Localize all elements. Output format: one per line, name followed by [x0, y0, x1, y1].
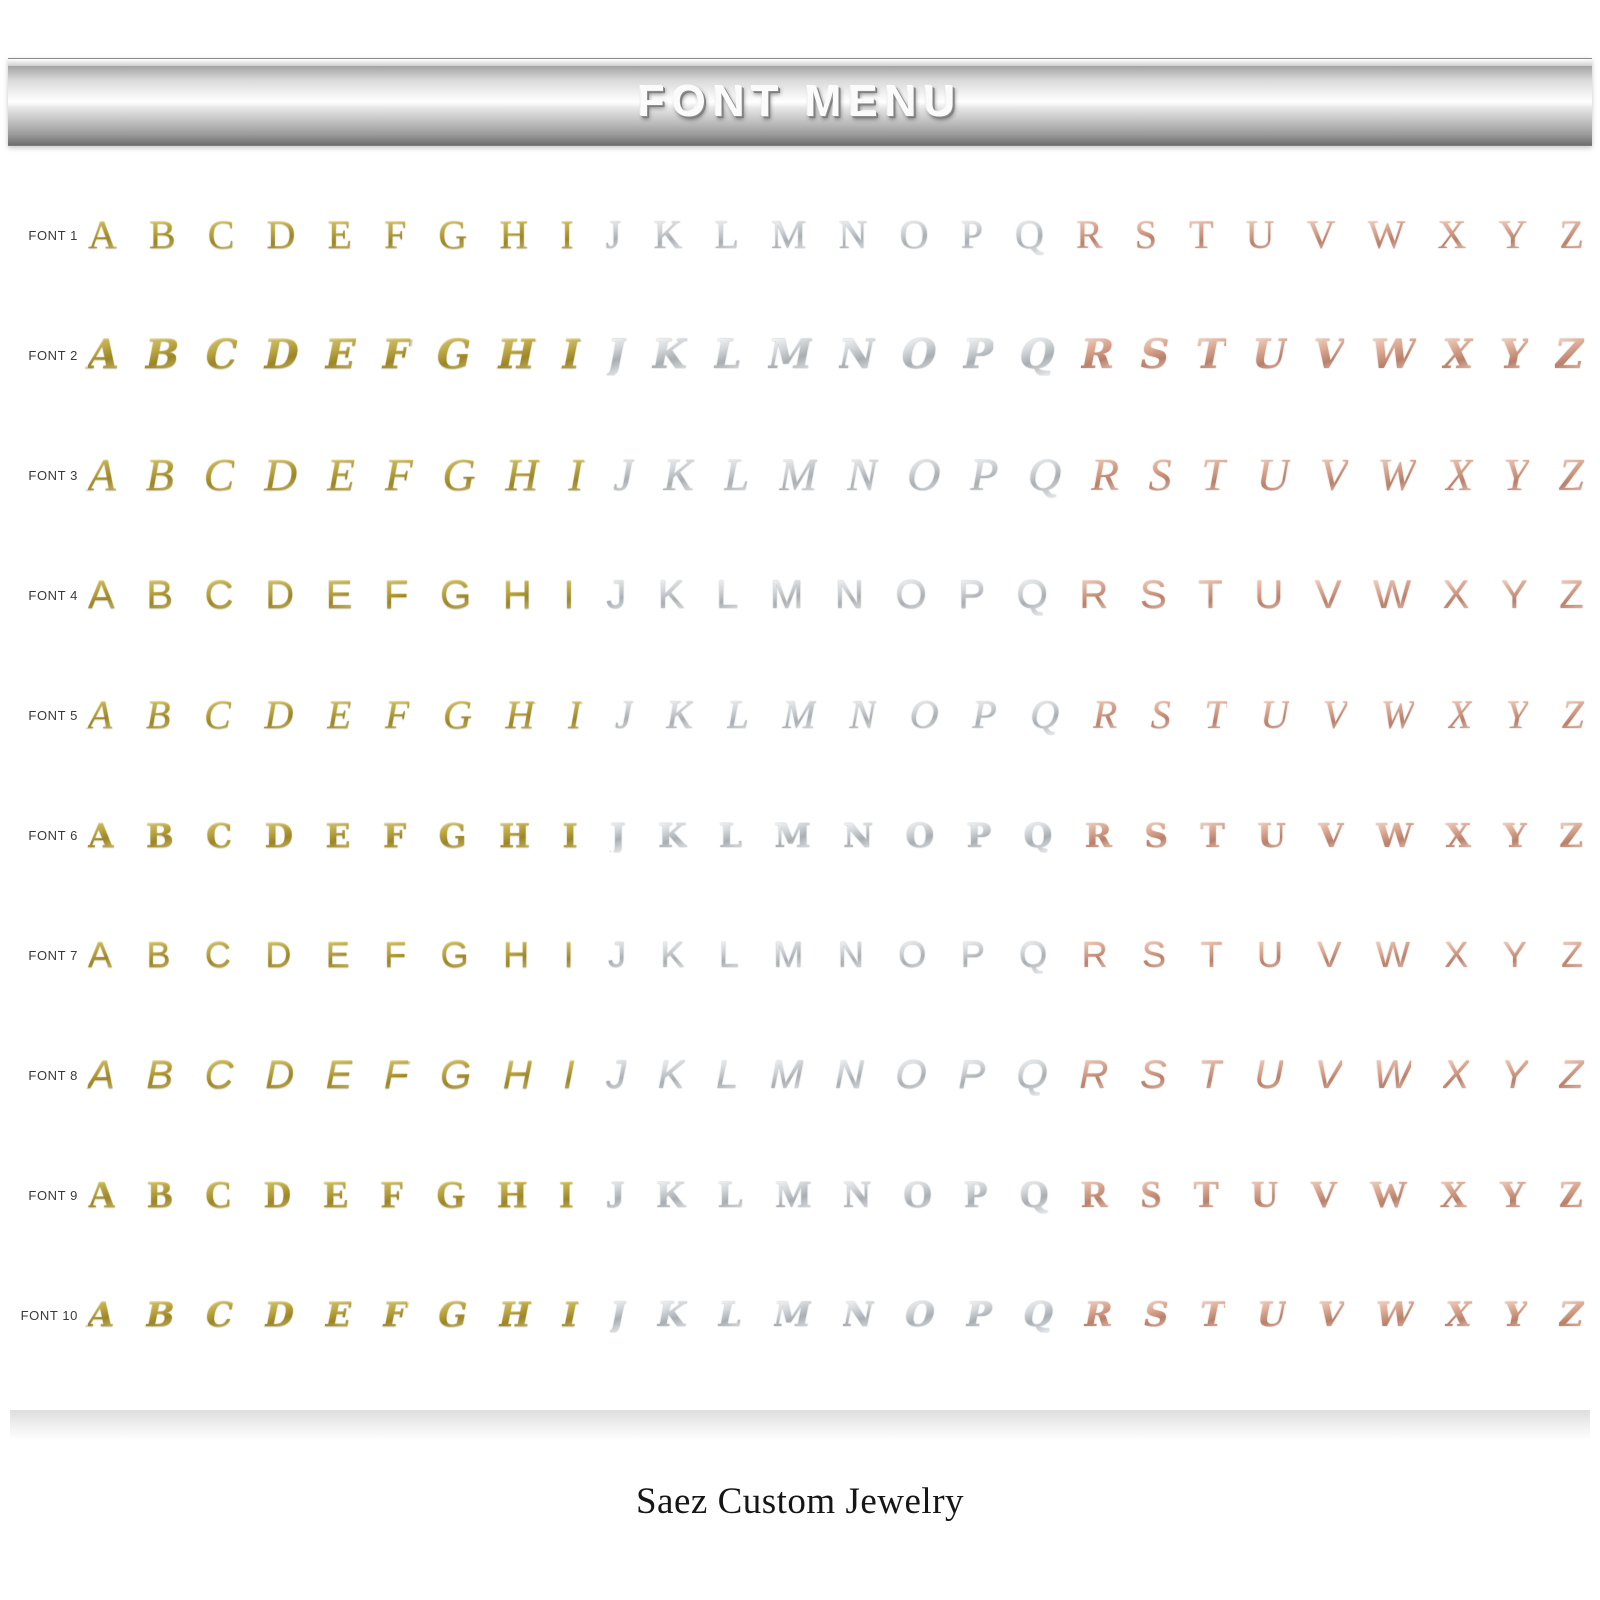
letter-glyph[interactable]: I	[559, 1174, 574, 1216]
letter-glyph[interactable]: C	[207, 212, 235, 257]
alphabet-strip	[88, 1055, 1600, 1095]
letter-glyph[interactable]: Q	[1019, 934, 1048, 975]
letter-glyph[interactable]: K	[653, 212, 683, 257]
letter-glyph[interactable]: E	[326, 449, 355, 500]
letter-glyph[interactable]: C	[204, 573, 234, 617]
alphabet-strip	[88, 815, 1600, 855]
letter-glyph[interactable]: P	[963, 331, 994, 378]
letter-glyph[interactable]: T	[1204, 692, 1227, 737]
letter-glyph[interactable]: O	[902, 1174, 933, 1216]
alphabet-strip	[88, 1176, 1600, 1214]
font-row[interactable]	[0, 655, 1600, 775]
letter-glyph[interactable]: K	[657, 1295, 687, 1335]
alphabet-strip	[88, 449, 1600, 500]
letter-glyph[interactable]: Y	[1499, 331, 1529, 378]
letter-glyph[interactable]: A	[88, 815, 115, 855]
font-row-label: FONT 9	[28, 1187, 78, 1203]
letter-glyph[interactable]: O	[898, 934, 927, 975]
letter-glyph[interactable]: R	[1084, 1295, 1113, 1335]
letter-glyph[interactable]: T	[1198, 1053, 1223, 1097]
letter-glyph[interactable]: P	[960, 212, 983, 257]
letter-glyph[interactable]: C	[205, 331, 238, 378]
letter-glyph[interactable]: Q	[1016, 573, 1048, 617]
letter-glyph[interactable]: G	[436, 1174, 466, 1216]
letter-glyph[interactable]: U	[1254, 1053, 1284, 1097]
letter-glyph[interactable]: A	[88, 692, 113, 737]
letter-glyph[interactable]: O	[899, 212, 929, 257]
letter-glyph[interactable]: A	[88, 573, 115, 617]
letter-glyph[interactable]: J	[614, 692, 633, 737]
letter-glyph[interactable]: U	[1256, 934, 1284, 975]
letter-glyph[interactable]: E	[325, 573, 353, 617]
letter-glyph[interactable]: H	[502, 573, 532, 617]
letter-glyph[interactable]: F	[384, 449, 413, 500]
letter-glyph[interactable]: R	[1081, 1174, 1109, 1216]
letter-glyph[interactable]: G	[438, 1295, 468, 1335]
letter-glyph[interactable]: J	[606, 331, 626, 378]
letter-glyph[interactable]: S	[1140, 1174, 1162, 1216]
letter-glyph[interactable]: C	[206, 1295, 234, 1335]
letter-glyph[interactable]: U	[1252, 331, 1287, 378]
letter-glyph[interactable]: Y	[1503, 449, 1529, 500]
letter-glyph[interactable]: O	[905, 1295, 935, 1335]
letter-glyph[interactable]: Q	[1016, 1053, 1048, 1097]
letter-glyph[interactable]: F	[380, 1174, 405, 1216]
letter-glyph[interactable]: D	[265, 1053, 295, 1097]
letter-glyph[interactable]: N	[838, 212, 868, 257]
letter-glyph[interactable]: Z	[1559, 212, 1584, 257]
font-row-label: FONT 4	[28, 587, 78, 603]
letter-glyph[interactable]: S	[1144, 1295, 1169, 1335]
letter-glyph[interactable]: U	[1245, 212, 1275, 257]
letter-glyph[interactable]: D	[264, 331, 299, 378]
letter-glyph[interactable]: S	[1142, 934, 1167, 975]
letter-glyph[interactable]: W	[1369, 1174, 1408, 1216]
letter-glyph[interactable]: Y	[1499, 1174, 1527, 1216]
letter-glyph[interactable]: I	[563, 934, 575, 975]
letter-glyph[interactable]: D	[264, 1174, 292, 1216]
letter-glyph[interactable]: J	[605, 1174, 625, 1216]
letter-glyph[interactable]: F	[384, 573, 409, 617]
letter-glyph[interactable]: A	[88, 1174, 116, 1216]
letter-glyph[interactable]: U	[1254, 573, 1284, 617]
letter-glyph[interactable]: V	[1322, 692, 1348, 737]
letter-glyph[interactable]: U	[1256, 449, 1290, 500]
letter-glyph[interactable]: I	[568, 449, 584, 500]
letter-glyph[interactable]: G	[438, 212, 468, 257]
font-row-label: FONT 10	[20, 1307, 78, 1323]
letter-glyph[interactable]: E	[323, 1174, 349, 1216]
letter-glyph[interactable]: P	[970, 449, 999, 500]
letter-glyph[interactable]: V	[1319, 449, 1348, 500]
letter-glyph[interactable]: E	[327, 212, 352, 257]
letter-glyph[interactable]: J	[608, 934, 627, 975]
letter-glyph[interactable]: X	[1442, 331, 1474, 378]
letter-glyph[interactable]: V	[1314, 1053, 1342, 1097]
letter-glyph[interactable]: B	[145, 449, 174, 500]
letter-glyph[interactable]: F	[382, 1295, 407, 1335]
font-row-label: FONT 7	[28, 947, 78, 963]
letter-glyph[interactable]: E	[326, 692, 352, 737]
letter-glyph[interactable]: J	[605, 212, 622, 257]
letter-glyph[interactable]: V	[1310, 1174, 1338, 1216]
letter-glyph[interactable]: S	[1148, 449, 1172, 500]
letter-glyph[interactable]: Q	[1030, 692, 1060, 737]
letter-glyph[interactable]: H	[503, 934, 530, 975]
letter-glyph[interactable]: L	[713, 331, 742, 378]
letter-glyph[interactable]: Z	[1559, 815, 1584, 855]
letter-glyph[interactable]: C	[204, 692, 231, 737]
letter-glyph[interactable]: R	[1084, 815, 1113, 855]
letter-glyph[interactable]: M	[773, 1295, 812, 1335]
header-banner	[8, 58, 1592, 144]
letter-glyph[interactable]: K	[657, 573, 685, 617]
letter-glyph[interactable]: L	[718, 934, 740, 975]
letter-glyph[interactable]: R	[1092, 692, 1118, 737]
alphabet-strip	[88, 1295, 1600, 1335]
letter-glyph[interactable]: L	[714, 212, 739, 257]
letter-glyph[interactable]: T	[1200, 934, 1223, 975]
letter-glyph[interactable]: Z	[1554, 331, 1584, 378]
letter-glyph[interactable]: A	[88, 331, 120, 378]
letter-glyph[interactable]: L	[716, 573, 739, 617]
banner-plate	[8, 58, 1592, 146]
letter-glyph[interactable]: Z	[1558, 1174, 1584, 1216]
letter-glyph[interactable]: C	[203, 449, 235, 500]
letter-glyph[interactable]: W	[1380, 692, 1415, 737]
letter-glyph[interactable]: W	[1375, 1295, 1414, 1335]
letter-glyph[interactable]: F	[382, 331, 411, 378]
letter-glyph[interactable]: C	[204, 1174, 233, 1216]
letter-glyph[interactable]: F	[384, 692, 410, 737]
letter-glyph[interactable]: H	[498, 1295, 531, 1335]
letter-glyph[interactable]: A	[88, 449, 117, 500]
letter-glyph[interactable]: D	[265, 573, 295, 617]
letter-glyph[interactable]: F	[384, 934, 407, 975]
font-row-label: FONT 1	[28, 227, 78, 243]
letter-glyph[interactable]: M	[773, 934, 804, 975]
letter-glyph[interactable]: G	[440, 573, 472, 617]
letter-glyph[interactable]: Y	[1503, 815, 1528, 855]
letter-glyph[interactable]: D	[264, 815, 294, 855]
alphabet-strip	[88, 692, 1600, 737]
letter-glyph[interactable]: T	[1198, 573, 1223, 617]
letter-glyph[interactable]: N	[835, 1053, 864, 1097]
letter-glyph[interactable]: L	[726, 692, 749, 737]
letter-glyph[interactable]: X	[1437, 212, 1467, 257]
letter-glyph[interactable]: T	[1201, 449, 1227, 500]
letter-glyph[interactable]: A	[88, 1295, 115, 1335]
letter-glyph[interactable]: P	[972, 692, 997, 737]
letter-glyph[interactable]: O	[895, 573, 927, 617]
letter-glyph[interactable]: S	[1134, 212, 1157, 257]
letter-glyph[interactable]: Q	[1019, 331, 1055, 378]
letter-glyph[interactable]: S	[1139, 1053, 1167, 1097]
letter-glyph[interactable]: X	[1445, 815, 1472, 855]
letter-glyph[interactable]: L	[716, 1053, 739, 1097]
letter-glyph[interactable]: W	[1375, 934, 1411, 975]
letter-glyph[interactable]: E	[325, 1053, 353, 1097]
letter-glyph[interactable]: Q	[1014, 212, 1044, 257]
letter-glyph[interactable]: H	[498, 815, 531, 855]
letter-glyph[interactable]: Y	[1500, 1053, 1528, 1097]
letter-glyph[interactable]: E	[325, 331, 356, 378]
letter-glyph[interactable]: H	[499, 212, 529, 257]
letter-glyph[interactable]: Y	[1505, 692, 1529, 737]
letter-glyph[interactable]: S	[1144, 815, 1169, 855]
letter-glyph[interactable]: U	[1256, 1295, 1287, 1335]
letter-glyph[interactable]: H	[502, 1053, 532, 1097]
letter-glyph[interactable]: I	[560, 212, 574, 257]
letter-glyph[interactable]: T	[1200, 1295, 1226, 1335]
letter-glyph[interactable]: O	[907, 449, 941, 500]
letter-glyph[interactable]: F	[384, 212, 407, 257]
font-row[interactable]	[0, 1255, 1600, 1375]
letter-glyph[interactable]: U	[1250, 1174, 1279, 1216]
font-row[interactable]	[0, 295, 1600, 415]
letter-glyph[interactable]: N	[849, 692, 877, 737]
letter-glyph[interactable]: C	[204, 1053, 234, 1097]
letter-glyph[interactable]: L	[718, 815, 743, 855]
letter-glyph[interactable]: B	[148, 212, 176, 257]
letter-glyph[interactable]: S	[1150, 692, 1171, 737]
font-rows-container	[0, 175, 1600, 1375]
letter-glyph[interactable]: M	[768, 331, 813, 378]
font-row[interactable]	[0, 175, 1600, 295]
letter-glyph[interactable]: G	[440, 934, 470, 975]
letter-glyph[interactable]: M	[770, 573, 804, 617]
letter-glyph[interactable]: Z	[1558, 1295, 1584, 1335]
letter-glyph[interactable]: Q	[1019, 1174, 1050, 1216]
letter-glyph[interactable]: D	[265, 934, 292, 975]
letter-glyph[interactable]: I	[563, 1053, 575, 1097]
letter-glyph[interactable]: J	[610, 815, 627, 855]
letter-glyph[interactable]: F	[384, 1053, 409, 1097]
letter-glyph[interactable]: W	[1376, 815, 1414, 855]
letter-glyph[interactable]: B	[145, 815, 175, 855]
letter-glyph[interactable]: A	[88, 934, 113, 975]
font-row-label: FONT 6	[28, 827, 78, 843]
letter-glyph[interactable]: D	[266, 212, 296, 257]
font-row[interactable]	[0, 415, 1600, 535]
letter-glyph[interactable]: V	[1306, 212, 1336, 257]
letter-glyph[interactable]: V	[1317, 934, 1342, 975]
letter-glyph[interactable]: M	[774, 815, 812, 855]
letter-glyph[interactable]: V	[1313, 331, 1345, 378]
letter-glyph[interactable]: Z	[1561, 934, 1584, 975]
letter-glyph[interactable]: Z	[1559, 573, 1584, 617]
letter-glyph[interactable]: X	[1445, 449, 1474, 500]
letter-glyph[interactable]: R	[1081, 934, 1109, 975]
letter-glyph[interactable]: M	[770, 1053, 804, 1097]
letter-glyph[interactable]: D	[264, 692, 294, 737]
letter-glyph[interactable]: W	[1370, 331, 1416, 378]
letter-glyph[interactable]: K	[666, 692, 693, 737]
letter-glyph[interactable]: M	[775, 1174, 812, 1216]
letter-glyph[interactable]: K	[660, 934, 685, 975]
letter-glyph[interactable]: B	[146, 934, 171, 975]
letter-glyph[interactable]: C	[206, 815, 233, 855]
letter-glyph[interactable]: K	[652, 331, 688, 378]
letter-glyph[interactable]: R	[1079, 573, 1109, 617]
letter-glyph[interactable]: I	[563, 573, 575, 617]
letter-glyph[interactable]: I	[561, 331, 581, 378]
letter-glyph[interactable]: S	[1139, 573, 1167, 617]
letter-glyph[interactable]: J	[613, 449, 634, 500]
letter-glyph[interactable]: W	[1373, 1053, 1411, 1097]
letter-glyph[interactable]: T	[1193, 1174, 1219, 1216]
letter-glyph[interactable]: K	[663, 449, 694, 500]
letter-glyph[interactable]: I	[562, 1295, 579, 1335]
letter-glyph[interactable]: O	[901, 331, 937, 378]
letter-glyph[interactable]: V	[1317, 1295, 1345, 1335]
alphabet-strip	[88, 934, 1600, 975]
letter-glyph[interactable]: H	[505, 449, 539, 500]
letter-glyph[interactable]: G	[442, 449, 476, 500]
letter-glyph[interactable]: L	[723, 449, 750, 500]
letter-glyph[interactable]: Z	[1559, 1053, 1584, 1097]
letter-glyph[interactable]: W	[1377, 449, 1416, 500]
letter-glyph[interactable]: N	[843, 1174, 871, 1216]
letter-glyph[interactable]: P	[964, 1174, 988, 1216]
letter-glyph[interactable]: X	[1444, 934, 1469, 975]
letter-glyph[interactable]: X	[1442, 1053, 1470, 1097]
letter-glyph[interactable]: S	[1140, 331, 1170, 378]
page-title: FONT MENU	[637, 77, 963, 126]
letter-glyph[interactable]: Q	[1027, 449, 1062, 500]
letter-glyph[interactable]: E	[325, 934, 351, 975]
letter-glyph[interactable]: N	[838, 331, 876, 378]
letter-glyph[interactable]: Z	[1558, 449, 1584, 500]
letter-glyph[interactable]: I	[567, 692, 582, 737]
letter-glyph[interactable]: R	[1075, 212, 1103, 257]
letter-glyph[interactable]: K	[657, 815, 688, 855]
font-row[interactable]	[0, 1015, 1600, 1135]
font-row-label: FONT 8	[28, 1067, 78, 1083]
letter-glyph[interactable]: K	[657, 1053, 685, 1097]
footer	[0, 1480, 1600, 1523]
letter-glyph[interactable]: N	[842, 1295, 874, 1335]
letter-glyph[interactable]: J	[606, 1053, 627, 1097]
letter-glyph[interactable]: L	[718, 1174, 744, 1216]
letter-glyph[interactable]: L	[718, 1295, 743, 1335]
letter-glyph[interactable]: P	[966, 815, 992, 855]
letter-glyph[interactable]: G	[442, 692, 472, 737]
letter-glyph[interactable]: N	[835, 573, 864, 617]
letter-glyph[interactable]: T	[1195, 331, 1226, 378]
letter-glyph[interactable]: P	[960, 934, 986, 975]
letter-glyph[interactable]: D	[263, 449, 298, 500]
letter-glyph[interactable]: R	[1079, 1053, 1109, 1097]
letter-glyph[interactable]: M	[782, 692, 816, 737]
letter-glyph[interactable]: G	[436, 331, 472, 378]
letter-glyph[interactable]: Y	[1500, 573, 1528, 617]
alphabet-strip	[88, 575, 1600, 615]
letter-glyph[interactable]: M	[770, 212, 807, 257]
letter-glyph[interactable]: W	[1367, 212, 1406, 257]
letter-glyph[interactable]: P	[966, 1295, 992, 1335]
letter-glyph[interactable]: R	[1080, 331, 1115, 378]
plate-bottom-shadow	[10, 1410, 1590, 1440]
font-row[interactable]	[0, 1135, 1600, 1255]
font-row[interactable]	[0, 775, 1600, 895]
letter-glyph[interactable]: A	[88, 212, 117, 257]
font-row[interactable]	[0, 535, 1600, 655]
letter-glyph[interactable]: E	[325, 815, 352, 855]
letter-glyph[interactable]: F	[382, 815, 407, 855]
letter-glyph[interactable]: K	[656, 1174, 687, 1216]
letter-glyph[interactable]: Y	[1503, 1295, 1528, 1335]
letter-glyph[interactable]: G	[440, 1053, 472, 1097]
letter-glyph[interactable]: E	[325, 1295, 352, 1335]
letter-glyph[interactable]: X	[1442, 573, 1470, 617]
letter-glyph[interactable]: G	[438, 815, 468, 855]
letter-glyph[interactable]: B	[146, 1053, 174, 1097]
letter-glyph[interactable]: U	[1257, 815, 1287, 855]
letter-glyph[interactable]: Q	[1023, 1295, 1053, 1335]
letter-glyph[interactable]: O	[895, 1053, 927, 1097]
letter-glyph[interactable]: D	[264, 1295, 294, 1335]
letter-glyph[interactable]: B	[146, 573, 174, 617]
letter-glyph[interactable]: N	[846, 449, 878, 500]
letter-glyph[interactable]: T	[1200, 815, 1226, 855]
letter-glyph[interactable]: T	[1189, 212, 1214, 257]
letter-glyph[interactable]: X	[1439, 1174, 1468, 1216]
letter-glyph[interactable]: H	[497, 1174, 528, 1216]
letter-glyph[interactable]: J	[609, 1295, 626, 1335]
letter-glyph[interactable]: Y	[1498, 212, 1528, 257]
letter-glyph[interactable]: A	[88, 1053, 115, 1097]
letter-glyph[interactable]: X	[1445, 1295, 1472, 1335]
letter-glyph[interactable]: P	[958, 573, 985, 617]
letter-glyph[interactable]: P	[958, 1053, 985, 1097]
letter-glyph[interactable]: I	[562, 815, 579, 855]
letter-glyph[interactable]: R	[1090, 449, 1119, 500]
letter-glyph[interactable]: B	[145, 331, 180, 378]
alphabet-strip	[88, 331, 1600, 378]
letter-glyph[interactable]: N	[843, 815, 874, 855]
letter-glyph[interactable]: N	[837, 934, 865, 975]
letter-glyph[interactable]: B	[147, 1174, 173, 1216]
letter-glyph[interactable]: X	[1447, 692, 1473, 737]
letter-glyph[interactable]: H	[497, 331, 536, 378]
letter-glyph[interactable]: B	[145, 1295, 175, 1335]
letter-glyph[interactable]: O	[905, 815, 935, 855]
font-row-label: FONT 5	[28, 707, 78, 723]
font-row[interactable]	[0, 895, 1600, 1015]
letter-glyph[interactable]: O	[909, 692, 939, 737]
brand-name: Saez Custom Jewelry	[635, 1481, 965, 1522]
letter-glyph[interactable]: Q	[1023, 815, 1053, 855]
letter-glyph[interactable]: V	[1314, 573, 1342, 617]
letter-glyph[interactable]: W	[1373, 573, 1411, 617]
letter-glyph[interactable]: Z	[1561, 692, 1584, 737]
alphabet-strip	[88, 212, 1600, 257]
font-row-label: FONT 2	[28, 347, 78, 363]
letter-glyph[interactable]: M	[778, 449, 818, 500]
letter-glyph[interactable]: V	[1318, 815, 1345, 855]
font-row-label: FONT 3	[28, 467, 78, 483]
letter-glyph[interactable]: Y	[1502, 934, 1528, 975]
letter-glyph[interactable]: B	[146, 692, 171, 737]
letter-glyph[interactable]: J	[606, 573, 627, 617]
letter-glyph[interactable]: H	[505, 692, 535, 737]
letter-glyph[interactable]: U	[1260, 692, 1290, 737]
letter-glyph[interactable]: C	[204, 934, 232, 975]
